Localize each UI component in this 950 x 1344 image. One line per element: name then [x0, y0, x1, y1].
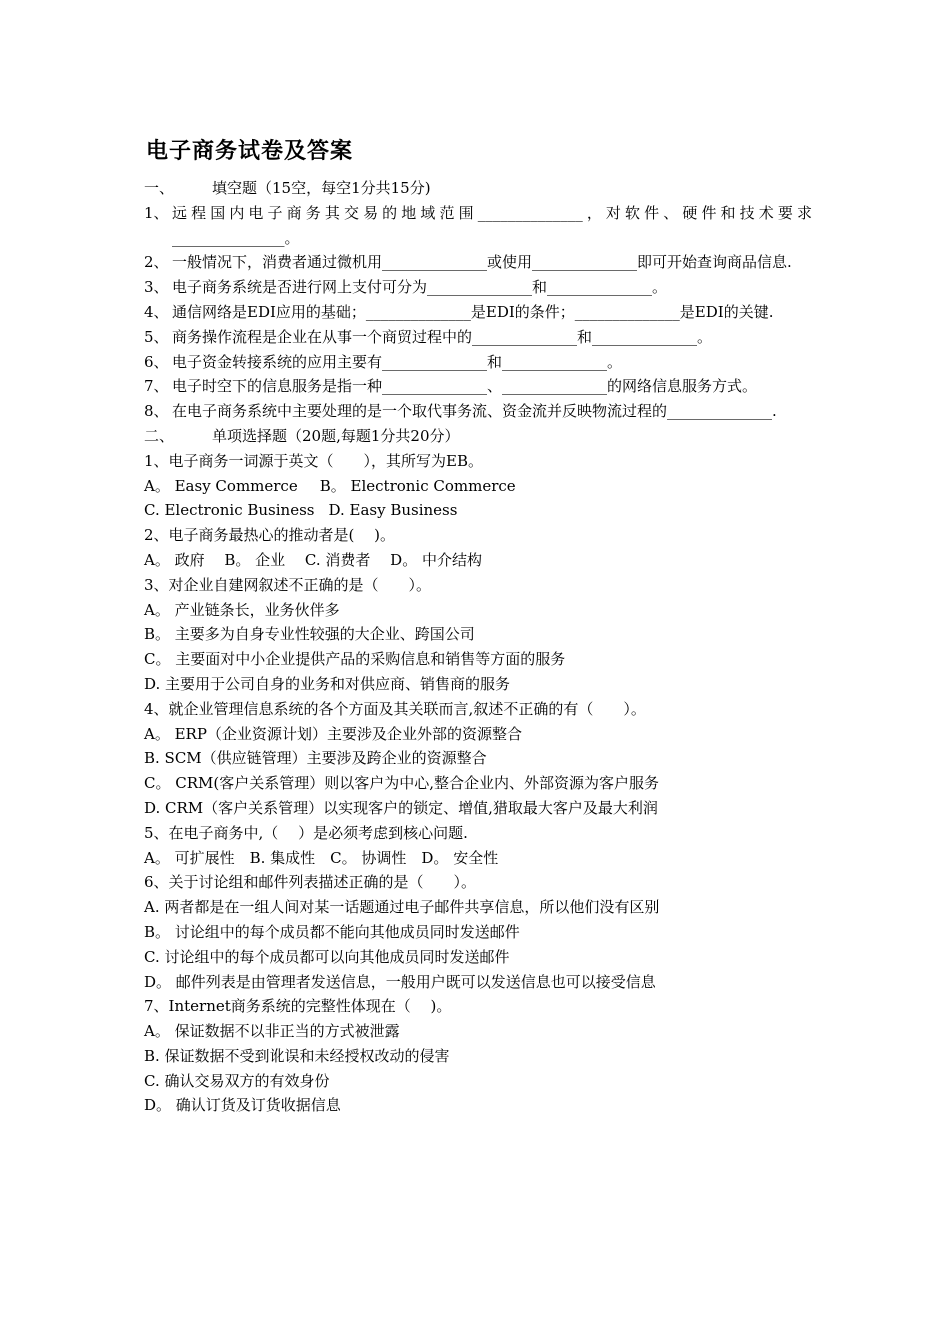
option-c: C。 CRM(客户关系管理）则以客户为中心,整合企业内、外部资源为客户服务	[144, 774, 659, 793]
option-a: A. 两者都是在一组人间对某一话题通过电子邮件共享信息，所以他们没有区别	[144, 898, 660, 917]
section-number: 一、	[144, 179, 175, 197]
fill-blank-item: 8、 在电子商务系统中主要处理的是一个取代事务流、资金流并反映物流过程的______________.	[144, 402, 777, 421]
question-2-options: A。 政府 B。 企业 C. 消费者 D。 中介结构	[144, 550, 482, 569]
fill-blank-item: 4、 通信网络是EDI应用的基础；______________是EDI的条件；______________是EDI的关键.	[144, 302, 774, 321]
option-c: C. Electronic Business	[144, 501, 315, 520]
option-a: A。 Easy Commerce	[144, 476, 298, 495]
question-1-options-ab	[144, 474, 812, 499]
option-d: D. 主要用于公司自身的业务和对供应商、销售商的服务	[144, 674, 511, 693]
section-number: 二、	[144, 426, 175, 445]
option-d: D. Easy Business	[328, 501, 458, 520]
option-c: C. 确认交易双方的有效身份	[144, 1071, 330, 1090]
question-5: 5、在电子商务中,（ ）是必须考虑到核心问题.	[144, 823, 468, 842]
option-b: B。 主要多为自身专业性较强的大企业、跨国公司	[144, 625, 475, 644]
section-1-heading	[144, 176, 812, 201]
question-2: 2、电子商务最热心的推动者是( )。	[144, 526, 396, 545]
question-1-options-cd	[144, 498, 812, 523]
question-6: 6、关于讨论组和邮件列表描述正确的是（ ）。	[144, 873, 477, 892]
option-a: A。 保证数据不以非正当的方式被泄露	[144, 1022, 400, 1041]
option-d: D。 确认订货及订货收据信息	[144, 1096, 341, 1115]
option-a: A。 产业链条长，业务伙伴多	[144, 600, 340, 619]
question-7: 7、Internet商务系统的完整性体现在（ )。	[144, 997, 452, 1016]
section-2-heading	[144, 424, 812, 449]
option-b: B。 讨论组中的每个成员都不能向其他成员同时发送邮件	[144, 922, 520, 941]
page-title: 电子商务试卷及答案	[146, 138, 354, 164]
option-b: B。 Electronic Commerce	[319, 476, 516, 495]
exam-content	[144, 176, 812, 1118]
option-d: D. CRM（客户关系管理）以实现客户的锁定、增值,猎取最大客户及最大利润	[144, 798, 658, 817]
fill-blank-item: 5、 商务操作流程是企业在从事一个商贸过程中的______________和______________。	[144, 327, 713, 346]
section-title: 填空题（15空，每空1分共15分)	[212, 179, 431, 197]
fill-blank-item: 3、 电子商务系统是否进行网上支付可分为______________和______________。	[144, 278, 668, 297]
question-1: 1、电子商务一词源于英文（ ），其所写为EB。	[144, 451, 484, 470]
fill-blank-item: 1、 远程国内电子商务其交易的地域范围______________，对软件、硬件和技术要求_______________。	[144, 203, 812, 247]
option-b: B. SCM（供应链管理）主要涉及跨企业的资源整合	[144, 749, 487, 768]
fill-blank-item: 7、 电子时空下的信息服务是指一种______________、______________的网络信息服务方式。	[144, 377, 758, 396]
section-title: 单项选择题（20题,每题1分共20分）	[212, 426, 460, 445]
question-5-options: A。 可扩展性 B. 集成性 C。 协调性 D。 安全性	[144, 848, 499, 867]
option-d: D。 邮件列表是由管理者发送信息，一般用户既可以发送信息也可以接受信息	[144, 972, 656, 991]
question-4: 4、就企业管理信息系统的各个方面及其关联而言,叙述不正确的有（ ）。	[144, 699, 646, 718]
question-3: 3、对企业自建网叙述不正确的是（ ）。	[144, 575, 432, 594]
option-b: B. 保证数据不受到讹误和未经授权改动的侵害	[144, 1046, 450, 1065]
fill-blank-item: 2、 一般情况下，消费者通过微机用______________或使用______________即可开始查询商品信息.	[144, 253, 792, 272]
option-c: C。 主要面对中小企业提供产品的采购信息和销售等方面的服务	[144, 650, 566, 669]
option-c: C. 讨论组中的每个成员都可以向其他成员同时发送邮件	[144, 947, 510, 966]
option-a: A。 ERP（企业资源计划）主要涉及企业外部的资源整合	[144, 724, 522, 743]
fill-blank-item: 6、 电子资金转接系统的应用主要有______________和______________。	[144, 352, 623, 371]
